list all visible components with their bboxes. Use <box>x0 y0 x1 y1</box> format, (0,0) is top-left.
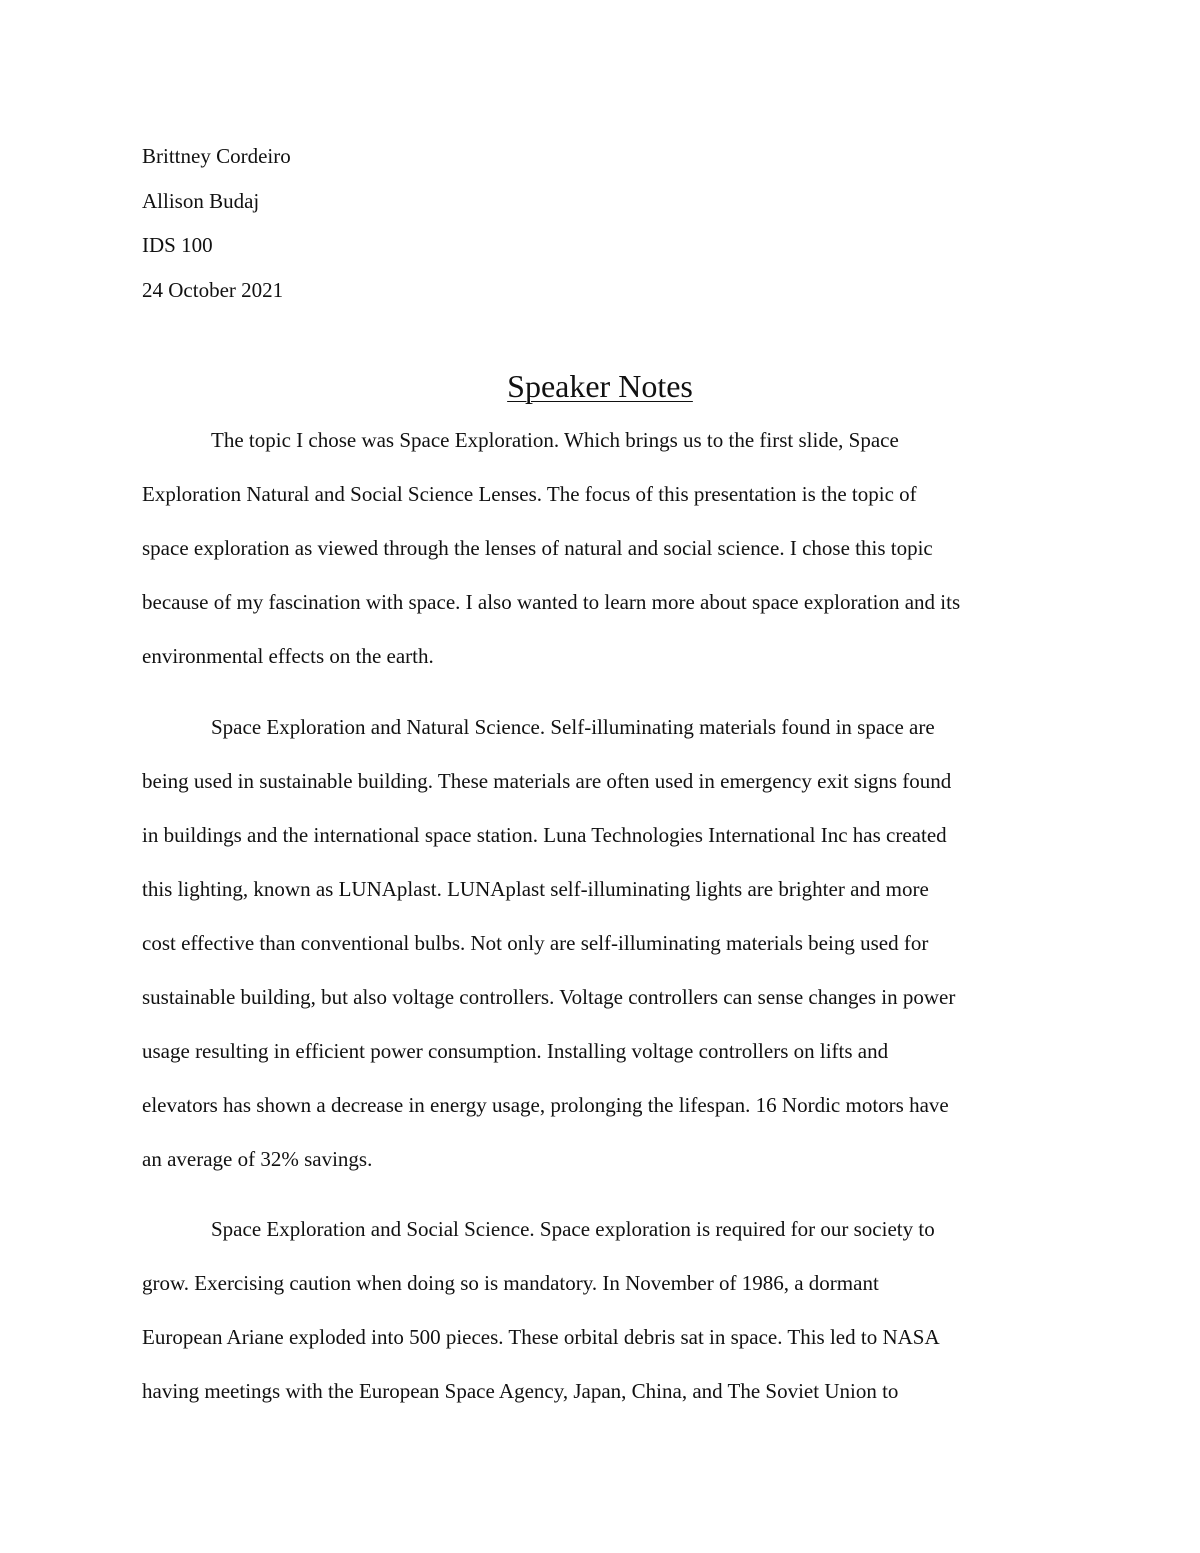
paragraph-line: having meetings with the European Space Agency, Japan, China, and The Soviet Union to <box>142 1379 899 1403</box>
paragraph-line: this lighting, known as LUNAplast. LUNAplast self-illuminating lights are brighter and more <box>142 877 929 901</box>
paragraph-natural-science <box>142 700 1072 1186</box>
paragraph-line: cost effective than conventional bulbs. Not only are self-illuminating materials being used for <box>142 931 929 955</box>
paragraph-line: because of my fascination with space. I also wanted to learn more about space exploration and its <box>142 590 961 614</box>
course-code: IDS 100 <box>142 233 213 257</box>
paragraph-line: space exploration as viewed through the lenses of natural and social science. I chose this topic <box>142 536 933 560</box>
paragraph-line: usage resulting in efficient power consumption. Installing voltage controllers on lifts and <box>142 1039 889 1063</box>
paragraph-line: Space Exploration and Social Science. Space exploration is required for our society to <box>211 1217 935 1241</box>
paragraph-line: Space Exploration and Natural Science. Self-illuminating materials found in space are <box>211 715 935 739</box>
paragraph-intro <box>142 413 1072 683</box>
paragraph-line: environmental effects on the earth. <box>142 644 434 668</box>
paragraph-line: European Ariane exploded into 500 pieces. These orbital debris sat in space. This led to NASA <box>142 1325 940 1349</box>
paragraph-line: Exploration Natural and Social Science Lenses. The focus of this presentation is the topic of <box>142 482 917 506</box>
paragraph-line: The topic I chose was Space Exploration. Which brings us to the first slide, Space <box>211 428 899 452</box>
paragraph-line: elevators has shown a decrease in energy usage, prolonging the lifespan. 16 Nordic motors have <box>142 1093 949 1117</box>
paragraph-social-science <box>142 1202 1072 1418</box>
page-title-container <box>0 366 1200 406</box>
page-title: Speaker Notes <box>507 368 693 404</box>
date: 24 October 2021 <box>142 278 284 302</box>
paragraph-line: grow. Exercising caution when doing so is mandatory. In November of 1986, a dormant <box>142 1271 879 1295</box>
author-name: Brittney Cordeiro <box>142 144 291 168</box>
paragraph-line: sustainable building, but also voltage controllers. Voltage controllers can sense changes in power <box>142 985 956 1009</box>
paragraph-line: in buildings and the international space station. Luna Technologies International Inc has created <box>142 823 947 847</box>
instructor-name: Allison Budaj <box>142 189 260 213</box>
paragraph-line: being used in sustainable building. These materials are often used in emergency exit signs found <box>142 769 952 793</box>
paragraph-line: an average of 32% savings. <box>142 1147 373 1171</box>
